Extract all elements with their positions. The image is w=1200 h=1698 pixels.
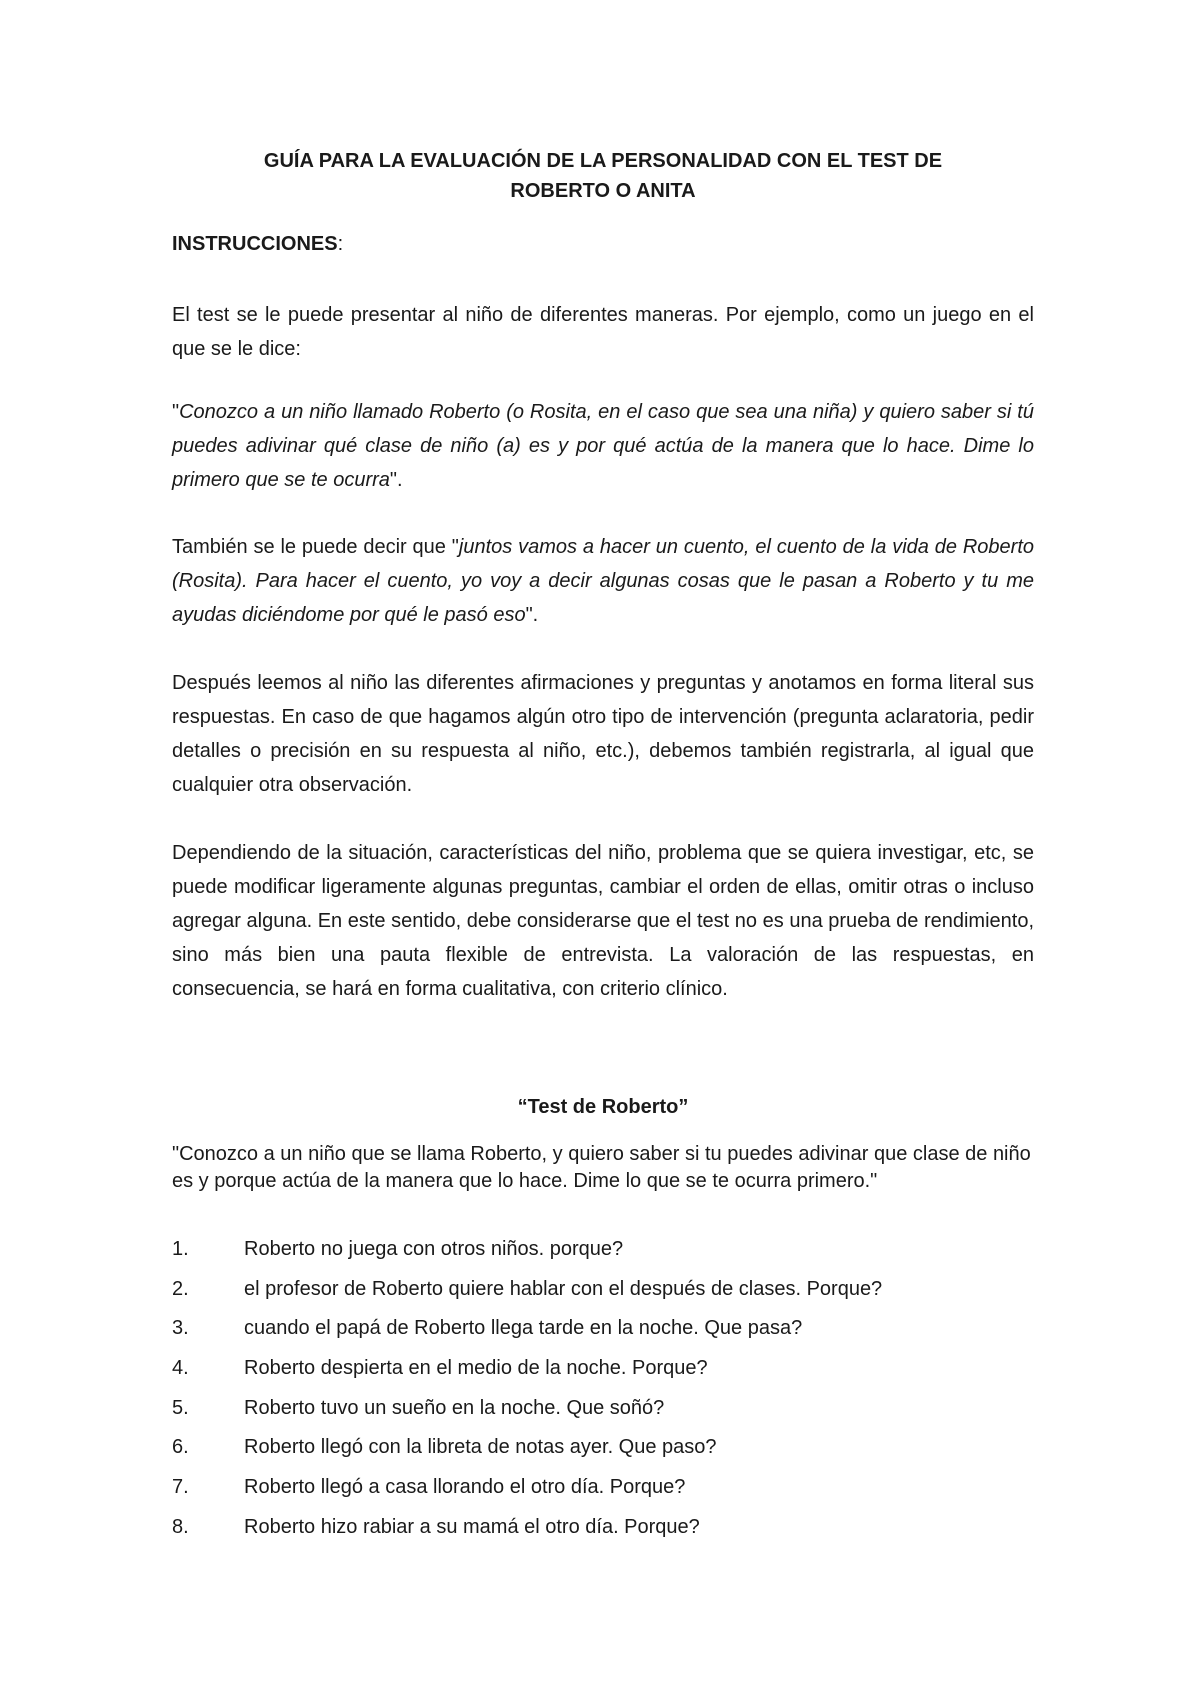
list-item [172, 1315, 1034, 1355]
paragraph-5: Dependiendo de la situación, características del niño, problema que se quiera investigar, etc, se puede modificar ligeramente algunas preguntas, cambiar el orden de ellas, omitir otras o incluso agregar alguna. En este sentido, debe considerarse que el test no es una prueba de rendimiento, sino más bien una pauta flexible de entrevista. La valoración de las respuestas, en consecuencia, se hará en forma cualitativa, con criterio clínico. [172, 842, 1034, 1000]
paragraph-2 [172, 395, 1034, 497]
question-number: 4. [172, 1357, 189, 1380]
question-text: Roberto llegó a casa llorando el otro día. Porque? [244, 1476, 686, 1499]
list-item [172, 1514, 1034, 1554]
list-item [172, 1474, 1034, 1514]
paragraph-3-plain: También se le puede decir que " [172, 536, 459, 558]
paragraph-2-close: ". [389, 469, 403, 491]
list-item [172, 1276, 1034, 1316]
question-text: cuando el papá de Roberto llega tarde en la noche. Que pasa? [244, 1317, 803, 1340]
test-intro: "Conozco a un niño que se llama Roberto, y quiero saber si tu puedes adivinar que clase de niño es y porque actúa de la manera que lo hace. Dime lo que se te ocurra primero." [172, 1143, 1031, 1192]
question-number: 8. [172, 1515, 189, 1538]
paragraph-2-italic: Conozco a un niño llamado Roberto (o Rosita, en el caso que sea una niña) y quiero saber si tú puedes adivinar qué clase de niño (a) es y por qué actúa de la manera que lo hace. Dime lo primero que se te ocurra [172, 401, 1034, 491]
question-text: Roberto llegó con la libreta de notas ayer. Que paso? [244, 1436, 717, 1459]
list-item [172, 1395, 1034, 1435]
instructions-heading [172, 229, 343, 259]
question-text: Roberto hizo rabiar a su mamá el otro día. Porque? [244, 1515, 700, 1538]
test-title: “Test de Roberto” [517, 1096, 689, 1118]
title-line-2: ROBERTO O ANITA [510, 180, 696, 202]
question-text: el profesor de Roberto quiere hablar con el después de clases. Porque? [244, 1277, 883, 1300]
paragraph-4: Después leemos al niño las diferentes afirmaciones y preguntas y anotamos en forma literal sus respuestas. En caso de que hagamos algún otro tipo de intervención (pregunta aclaratoria, pedir detalles o precisión en su respuesta al niño, etc.), debemos también registrarla, al igual que cualquier otra observación. [172, 672, 1034, 796]
question-number: 2. [172, 1277, 189, 1300]
question-number: 1. [172, 1238, 189, 1260]
paragraph-1: El test se le puede presentar al niño de diferentes maneras. Por ejemplo, como un juego en el que se le dice: [172, 304, 1034, 360]
list-item [172, 1236, 1034, 1276]
list-item [172, 1434, 1034, 1474]
question-number: 7. [172, 1476, 189, 1499]
list-item [172, 1355, 1034, 1395]
paragraph-2-open-quote: " [172, 401, 180, 423]
paragraph-3 [172, 530, 1034, 632]
paragraph-3-close: ". [525, 604, 539, 626]
question-number: 6. [172, 1436, 189, 1459]
paragraph-3-italic: juntos vamos a hacer un cuento, el cuento de la vida de Roberto (Rosita). Para hacer el cuento, yo voy a decir algunas cosas que le pasan a Roberto y tu me ayudas diciéndome por qué le pasó eso [172, 536, 1035, 626]
question-text: Roberto tuvo un sueño en la noche. Que soñó? [244, 1396, 665, 1419]
question-list [172, 1236, 1034, 1554]
instructions-heading-colon: : [337, 233, 344, 255]
instructions-heading-text: INSTRUCCIONES [172, 233, 338, 255]
title-line-1: GUÍA PARA LA EVALUACIÓN DE LA PERSONALIDAD CON EL TEST DE [263, 150, 943, 172]
question-number: 3. [172, 1317, 189, 1340]
question-text: Roberto no juega con otros niños. porque? [244, 1238, 624, 1260]
question-number: 5. [172, 1396, 189, 1419]
question-text: Roberto despierta en el medio de la noche. Porque? [244, 1357, 708, 1380]
document-title [172, 146, 1034, 206]
